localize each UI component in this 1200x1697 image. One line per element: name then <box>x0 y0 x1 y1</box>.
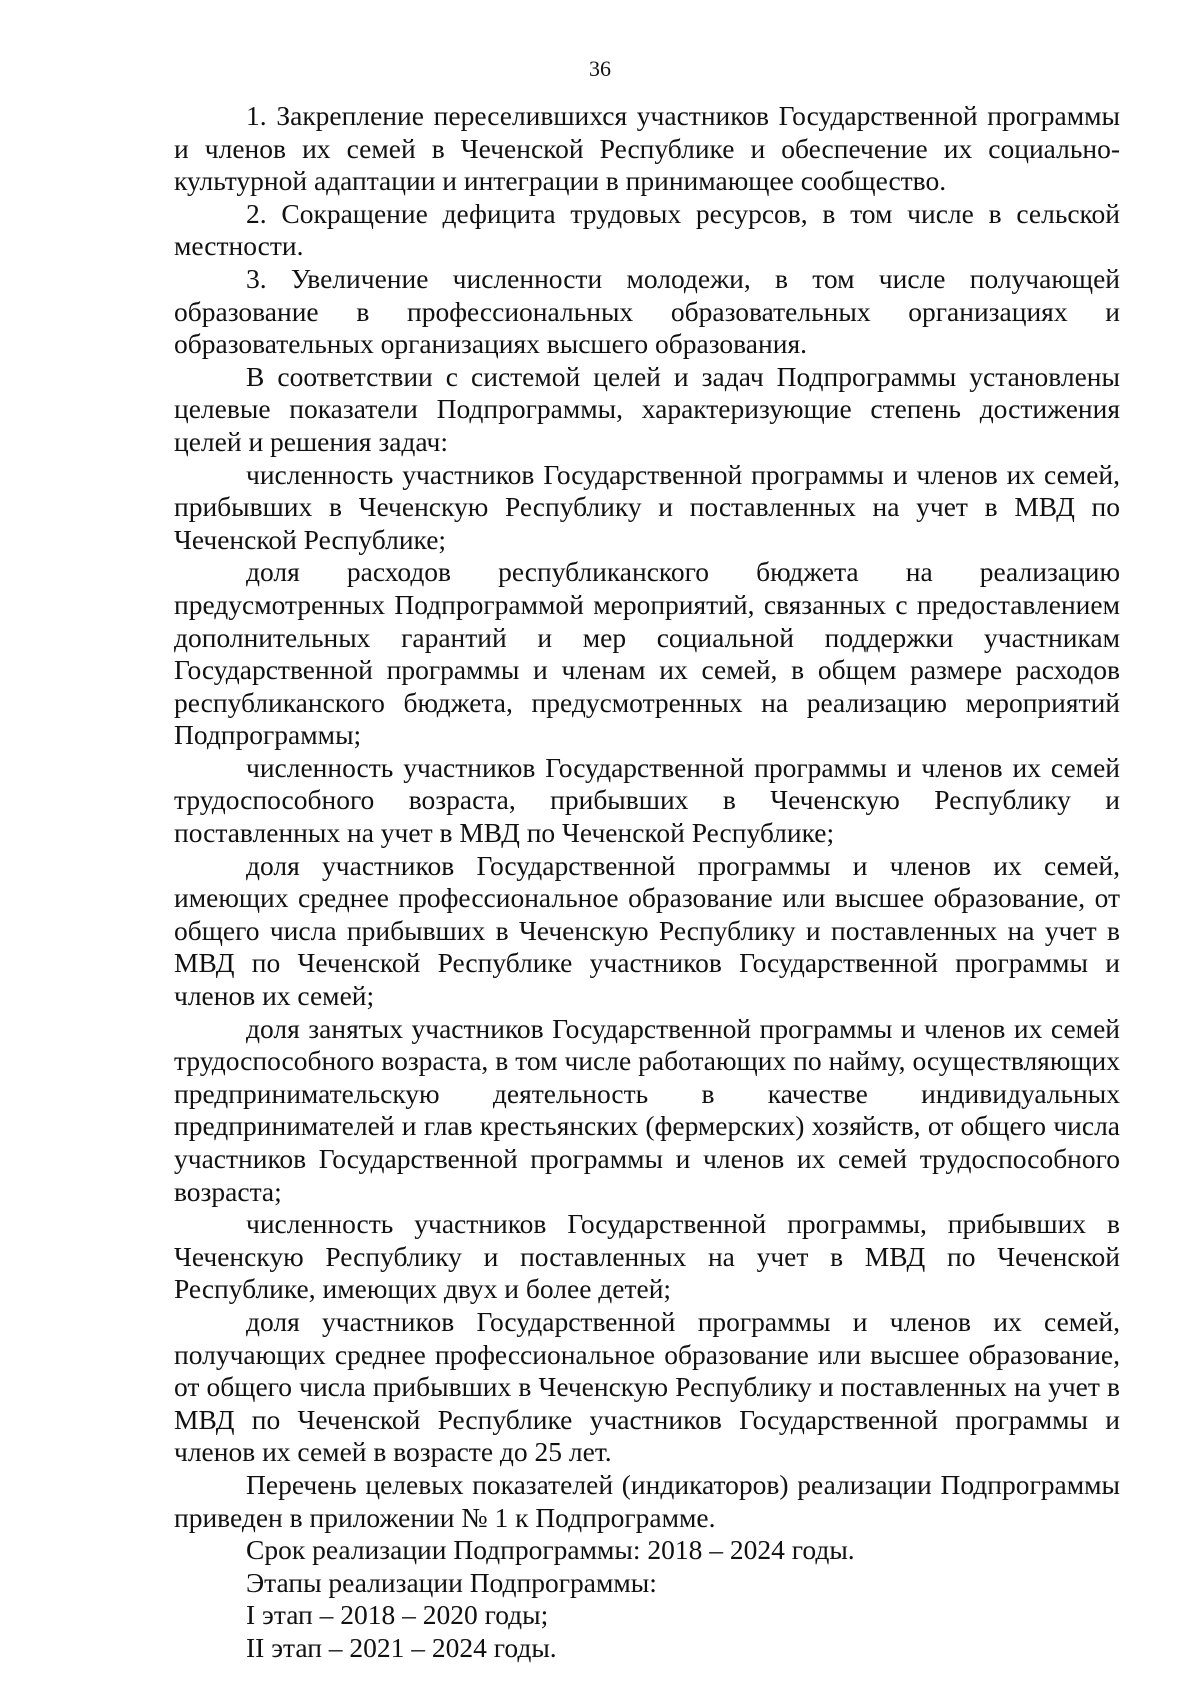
paragraph-indicator: доля участников Государственной программы и членов их семей, получающих среднее профессиональное образование или высшее образование, от общего числа прибывших в Чеченскую Республику и поставленных на учет в МВД по Чеченской Республике участников Государственной программы и членов их семей в возрасте до 25 лет. <box>174 1305 1120 1468</box>
paragraph-goal-3: 3. Увеличение численности молодежи, в том числе получающей образование в профессиональных образовательных организациях и образовательных организациях высшего образования. <box>174 262 1120 360</box>
paragraph-stage-1: I этап – 2018 – 2020 годы; <box>246 1599 549 1631</box>
paragraph-stages-heading: Этапы реализации Подпрограммы: <box>246 1566 657 1598</box>
paragraph-indicator: численность участников Государственной программы и членов их семей трудоспособного возраста, прибывших в Чеченскую Республику и поставленных на учет в МВД по Чеченской Республике; <box>174 751 1120 849</box>
paragraph-indicator: доля расходов республиканского бюджета на реализацию предусмотренных Подпрограммой мероприятий, связанных с предоставлением дополнительных гарантий и мер социальной поддержки участникам Государственной программы и членам их семей, в общем размере расходов республиканского бюджета, предусмотренных на реализацию мероприятий Подпрограммы; <box>174 556 1120 751</box>
paragraph-indicator: численность участников Государственной программы и членов их семей, прибывших в Чеченскую Республику и поставленных на учет в МВД по Чеченской Республике; <box>174 458 1120 555</box>
page-number: 36 <box>589 56 611 81</box>
paragraph-indicator: численность участников Государственной программы, прибывших в Чеченскую Республику и поставленных на учет в МВД по Чеченской Республике, имеющих двух и более детей; <box>174 1208 1120 1305</box>
paragraph-indicators-intro: В соответствии с системой целей и задач Подпрограммы установлены целевые показатели Подпрограммы, характеризующие степень достижения целей и решения задач: <box>174 360 1120 457</box>
paragraph-stage-2: II этап – 2021 – 2024 годы. <box>246 1631 557 1663</box>
paragraph-indicator: доля участников Государственной программы и членов их семей, имеющих среднее профессиональное образование или высшее образование, от общего числа прибывших в Чеченскую Республику и поставленных на учет в МВД по Чеченской Республике участников Государственной программы и членов их семей; <box>174 849 1120 1012</box>
paragraph-goal-1: 1. Закрепление переселившихся участников Государственной программы и членов их семей в Чеченской Республике и обеспечение их социально-культурной адаптации и интеграции в принимающее сообщество. <box>174 100 1120 197</box>
paragraph-indicator-list-reference: Перечень целевых показателей (индикаторов) реализации Подпрограммы приведен в приложении № 1 к Подпрограмме. <box>174 1468 1120 1533</box>
paragraph-implementation-period: Срок реализации Подпрограммы: 2018 – 2024 годы. <box>246 1534 855 1566</box>
paragraph-goal-2: 2. Сокращение дефицита трудовых ресурсов, в том числе в сельской местности. <box>174 197 1120 262</box>
text-body <box>174 100 1120 1665</box>
paragraph-indicator: доля занятых участников Государственной программы и членов их семей трудоспособного возраста, в том числе работающих по найму, осуществляющих предпринимательскую деятельность в качестве индивидуальных предпринимателей и глав крестьянских (фермерских) хозяйств, от общего числа участников Государственной программы и членов их семей трудоспособного возраста; <box>174 1012 1120 1207</box>
